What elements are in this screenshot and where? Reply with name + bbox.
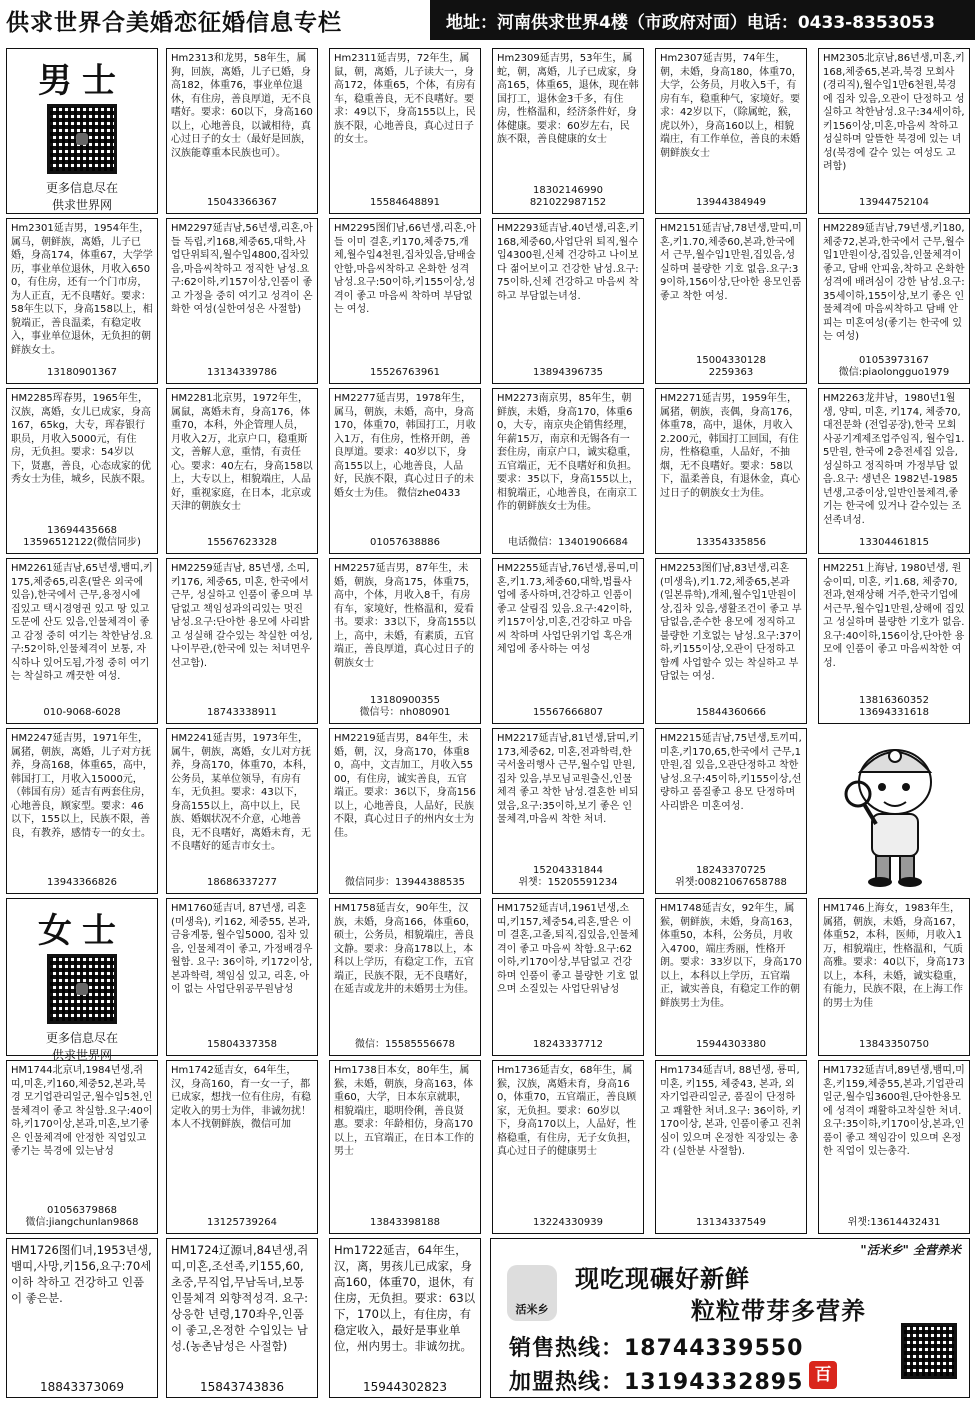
listing-phone: 13944752104 [859, 197, 929, 208]
listing-card [655, 728, 807, 894]
listing-card [655, 558, 807, 724]
listing-phone: 위챗:13614432431 [847, 1217, 941, 1228]
listing-text: HM1760延吉녀, 87년생, 리혼(미생육), 키162, 체중55, 본과, 금융계통, 월수입5000, 집차 있음, 인물체격이 좋고, 가정배경우월함. 요구: 36이하, 키172이상, 본과학력, 책임심 있고, 리혼, 아이 없는 사업단위공무원남성 [171, 903, 313, 995]
listing-card [492, 388, 644, 554]
listing-text: HM1724辽源녀,84년생,쥐띠,미혼,조선족,키155,60,초중,무직업,무남독녀,보통인물체격 외향적성격. 요구:상응한 년령,170좌우,인품이 좋고,온정한 수입있는 남성.(농촌남성은 사절함) [171, 1243, 309, 1353]
listing-card [655, 218, 807, 384]
ad-franchise-hotline: 加盟热线：13194332895 [509, 1370, 804, 1395]
listing-phone: 13694435668 [47, 525, 117, 536]
listing-text: HM2295图们남,66년생,리혼,아들 이미 결혼,키170,체중75,개체,월수입4천원,집차있음,담배술 안함,마음씨착하고 온화한 성격남성.요구:50이하,키155이상,성격이 좋고 마음씨 착하며 부담없는 여성. [334, 223, 476, 315]
listing-card [166, 1238, 318, 1398]
listing-text: HM2251上海남, 1980년생, 원숭이띠, 미혼, 키1.68, 체중70,전과,현재상해 거주,한국기업에서근무,월수입1만원,상해에 집있고 성실하며 불량한 기호가 없음.요구:40이하,156이상,단아한 용모에 인품이 좋고 마음씨착한 여성. [823, 563, 965, 669]
listing-phone: 18843373069 [40, 1380, 124, 1394]
listing-text: Hm2309延吉男，53年生，属蛇，朝，离婚，儿子已成家，身高165，体重65，退休，现在韩国打工，退休金3千多，有住房，性格温和，经济条件好，身体健康。要求：60岁左右，民族不限，善良健康的女士 [497, 53, 639, 145]
listing-text: HM2151延吉남,78년생,말띠,미혼,키1.70,체중60,본과,한국에서 근무,월수입1만원,집있음,성실하며 불량한 기호 없음.요구:39이하,156이상,단아한 용모인품 좋고 착한 여성. [660, 223, 802, 302]
listing-phone: 01053973167 [859, 355, 929, 366]
listing-text: HM1748延吉女，92年生，属猴，朝鲜族，未婚，身高163，体重50，本科，公务员，月收入4700，端庄秀丽，性格开朗。要求：33岁以下，身高170以上，本科以上学历，五官端正，诚实善良，有稳定工作的朝鲜族男士为佳。 [660, 903, 802, 1009]
listing-card [818, 48, 970, 214]
listing-card [6, 388, 158, 554]
listing-text: HM2297延吉남,56년생,리혼,아들 독립,키168,체중65,대학,사업단위퇴직,월수입4800,집차있음,마음씨착하고 정직한 남성.요구:62이하,키157이상,인품이 좋고 가정을 중히 여기고 성격이 온화한 여성(실한여성은 사절함) [171, 223, 313, 315]
ad-slogan: "活米乡" 全营养米 [860, 1243, 961, 1257]
more-info-text: 更多信息尽在 供求世界网 [45, 1031, 118, 1062]
listing-phone: 15843743836 [200, 1380, 284, 1394]
listing-text: HM2263龙井남，1980년1월생, 양띠, 미혼, 키174, 체중70, 대전문화 (전업공장),한국 모회사공기계제조업주임직, 월수입1.5만원, 한국에 2층전세집 있음, 성실하고 정직하며 가정부담 없음.요구: 생년은 1982년-1985년생,고중이상,일반인물체격,좋기는 한국에 있거나 갈수있는 조선족녀성. [823, 393, 965, 526]
listing-text: HM2241延吉男，1973年生，属牛，朝族，离婚，女儿对方抚养，身高170，体重70，本科，公务员，某单位领导，有房有车，无负担。要求：43以下，身高155以上，高中以上，民族、婚姻状况不介意，心地善良，无不良嗜好，离婚未育，无不良嗜好的延吉市女士。 [171, 733, 313, 852]
listing-text: Hm1738日本女，80年生，属猴，未婚，朝族，身高163，体重60，大学，日本东京就职，相貌端庄，聪明伶俐，善良贤惠。要求：年龄相仿，身高170以上，五官端正，在日本工作的男士 [334, 1065, 474, 1157]
listing-card [492, 218, 644, 384]
listing-phone: 13354335856 [696, 537, 766, 548]
listing-phone: 18243370725 [696, 865, 766, 876]
listing-card [166, 1060, 318, 1234]
listing-phone: 01056379868 [47, 1205, 117, 1216]
listing-phone: 15944302823 [363, 1380, 447, 1394]
listing-card [6, 218, 158, 384]
listing-phone-secondary: 微信:jiangchunlan9868 [25, 1217, 139, 1228]
listing-phone: 13843398188 [370, 1217, 440, 1228]
listing-card [166, 558, 318, 724]
listing-card [329, 728, 481, 894]
listing-text: HM2255延吉남,76년생,룡띠,미혼,키1.73,체중60,대학,법률사업에 종사하며,건강하고 인품이 좋고 살림집 있음.요구:42이하, 키157이상,미혼,건강하고 마음씨 착하며 사업단위기업 혹은개체업에 종사하는 여성 [497, 563, 639, 655]
listing-card [329, 218, 481, 384]
listing-text: Hm2311延吉男，72年生，属鼠，朝，离婚，儿子读大一，身高172，体重65，个体，有房有车，稳重善良，无不良嗜好。要求：49以下，身高155以上，民族不限，心地善良，真心过日子的女士。 [334, 53, 476, 145]
listing-card [492, 1060, 644, 1234]
listing-text: Hm1734延吉녀, 88년생, 룡띠, 미혼, 키155, 체중43, 본과, 외자기업관리일군, 품질이 단정하고 쾌활한 처녀.요구: 36이하, 키170이상, 본과, 인품이좋고 진취심이 있으며 온정한 직장있는 총각 (실한분 사절함). [660, 1065, 802, 1157]
listing-phone: 13816360352 [859, 695, 929, 706]
listing-phone: 13125739264 [207, 1217, 277, 1228]
female-section-label: 女士 [38, 911, 126, 951]
listing-phone: 13944384949 [696, 197, 766, 208]
listing-card [329, 1238, 481, 1398]
listing-phone: 13134337549 [696, 1217, 766, 1228]
listing-card [492, 558, 644, 724]
listing-phone: 微信：15585556678 [355, 1039, 455, 1050]
listing-card [6, 728, 158, 894]
listing-card [166, 48, 318, 214]
listing-phone: 15584648891 [370, 197, 440, 208]
qr-code-icon [901, 1323, 957, 1379]
listing-phone: 01057638886 [370, 537, 440, 548]
listing-phone: 18243337712 [533, 1039, 603, 1050]
listing-phone-secondary: 13694331618 [859, 707, 929, 718]
ad-line2: 粒粒带芽多营养 [691, 1297, 866, 1325]
listing-phone: 13304461815 [859, 537, 929, 548]
listing-text: HM2253图们남,83년생,리혼(미생육),키1.72,체중65,본과(일본류학),개체,월수입1만원이상,집차 있음,생활조건이 좋고 부담없음,준수한 용모에 정직하고 불량한 기호없는 남성.요구:37이하,키155이상,오관이 단정하고 함께 사업할수 있는 착실하고 부담없는 여성. [660, 563, 802, 682]
listing-card [329, 48, 481, 214]
listing-text: Hm2301延吉男，1954年生，属马，朝鲜族，离婚，儿子已婚，身高174，体重67，大学学历，事业单位退休，月收入6500，有住房，还有一个门市房，为人正直，无不良嗜好。要求：58年生以下，身高158以上，相貌端正，善良温柔，有稳定收入，事业单位退休，无负担的朝鲜族女士。 [11, 223, 153, 356]
female-section-box [6, 898, 158, 1062]
listing-card [818, 558, 970, 724]
listing-phone: 电话微信：13401906684 [508, 537, 628, 548]
listing-card [166, 388, 318, 554]
listing-phone: 15804337358 [207, 1039, 277, 1050]
more-info-text: 更多信息尽在 供求世界网 [45, 181, 118, 212]
listing-text: HM2281北京男，1972年生，属鼠，离婚未育，身高176，体重70，本科，外企管理人员，月收入2万，北京户口，稳重斯文，善解人意，重情，有责任心。要求：40左右，身高158以上，大专以上，相貌端庄，人品好，重视家庭，在日本，北京或天津的朝族女士 [171, 393, 313, 512]
listing-card [818, 1060, 970, 1234]
listing-text: HM1744北京녀,1984년생,쥐띠,미혼,키160,체중52,본과,북경 모기업관리일군,월수입5천,인물체격이 좋고 착실함.요구:40이하,키170이상,본과,미혼,보기좋은 인물체격에 안정한 직업있고 좋기는 북경에 있는남성 [11, 1065, 153, 1157]
listing-card [655, 898, 807, 1056]
listing-card [492, 898, 644, 1056]
listing-text: HM2217延吉남,81년생,닭띠,키173,체중62, 미혼,전과학력,한국서울러행사 근무,월수입 만원,집차 있음,부모님교원출신,인물체격 좋고 착한 남성.결혼한 비되였음,요구:35이하,보기 좋은 인물체격,마음씨 착한 처녀. [497, 733, 639, 825]
listing-text: HM2285珲春男，1965年生，汉族，离婚，女儿已成家，身高167，65kg，大专，珲春银行职员，月收入5000元，有住房，无负担。要求：54岁以下，贤惠，善良，心态成家的优秀女士为佳，城乡，民族不限。 [11, 393, 151, 485]
listing-phone: 13134339786 [207, 367, 277, 378]
listing-text: HM2289延吉남,79년생,키180,체중72,본과,한국에서 근무,월수입1만원이상,집있음,인물체격이 좋고, 담배 안피움,착하고 온화한 성격에 배려심이 강한 남성.요구:35세이하,155이상,보기 좋은 인물체격에 마음씨착하고 담배 안피는 미혼여성(좋기는 한국에 있는 여성) [823, 223, 965, 342]
listing-card [329, 558, 481, 724]
listing-text: HM2293延吉남.40년생,리혼,키168,체중60,사업단위 퇴직,월수입4300원,신체 건강하고 나이보다 젊어보이고 건강한 남성.요구:75이하,신체 건강하고 마음씨 착하고 부담없는녀성. [497, 223, 639, 302]
listing-phone: 13843350750 [859, 1039, 929, 1050]
listing-phone: 微信同步：13944388535 [345, 877, 465, 888]
listing-card [166, 898, 318, 1056]
listing-card [492, 48, 644, 214]
listing-phone-secondary: 821022987152 [529, 197, 607, 208]
listing-card [166, 218, 318, 384]
listing-phone: 13894396735 [533, 367, 603, 378]
listing-card [329, 388, 481, 554]
qr-code-icon [47, 104, 117, 174]
listing-text: HM2277延吉男，1978年生，属马，朝族，未婚，高中，身高170，体重70，韩国打工，月收入1万，有住房，性格开朗，善良厚道。要求：40岁以下，身高155以上，心地善良，人品好，民族不限，真心过日子的未婚女士为佳。 微信zhe0433 [334, 393, 476, 499]
listing-phone: 18302146990 [533, 185, 603, 196]
listing-phone: 15567623328 [207, 537, 277, 548]
listing-text: Hm1722延吉，64年生，汉，离，男孩儿已成家，身高160，体重70，退休，有住房，无负担。要求：63以下，170以上，有住房，有稳定收入，最好是事业单位，州内男士。非诚勿扰。 [334, 1243, 476, 1353]
listing-text: Hm2313和龙男，58年生，属狗，回族，离婚，儿子已婚，身高182，体重76，事业单位退休，有住房，善良厚道，无不良嗜好。要求：60以下，身高160以上，心地善良，以诚相待，真心过日子的女士（最好是回族，汉族能尊重本民族也可）。 [171, 53, 313, 159]
listing-phone: 15043366367 [207, 197, 277, 208]
listing-card [329, 1060, 481, 1234]
listing-text: HM2271延吉男，1959年生，属猪，朝族，丧偶，身高176，体重78，高中，退休，月收入2.200元，韩国打工回国，有住房，性格稳重，人品好，不抽烟，无不良嗜好。要求：58以下，温柔善良，有退休金，真心过日子的朝族女士为佳。 [660, 393, 800, 499]
qr-code-icon [47, 954, 117, 1024]
listing-text: HM2219延吉男，84年生，未婚，朝，汉，身高170，体重80，高中，文吉加工，月收入5500，有住房，诚实善良，五官端正。要求：36以下，身高156以上，心地善良，人品好，民族不限，真心过日子的州内女士为佳。 [334, 733, 476, 839]
baidu-badge-icon: 百 [809, 1361, 837, 1389]
listing-phone: 13943366826 [47, 877, 117, 888]
listing-text: HM1726图们녀,1953년생,뱀띠,사망,키156,요구:70세이하 착하고 건강하고 인품이 좋은분. [11, 1243, 152, 1305]
listing-phone: 15844360666 [696, 707, 766, 718]
page-header [0, 0, 975, 40]
listing-card [329, 898, 481, 1056]
listing-card [655, 1060, 807, 1234]
listing-phone-secondary: 2259363 [708, 367, 754, 378]
listing-text: HM2273南京男，85年生，朝鲜族，未婚，身高170，体重60，大专，南京央企销售经理，年薪15万，南京和无锡各有一套住房，南京户口，诚实稳重，五官端正，无不良嗜好和负担。要求：35以下，身高155以上，相貌端正，心地善良，在南京工作的朝鲜族女士为佳。 [497, 393, 639, 512]
mascot-illustration [820, 732, 970, 890]
listing-text: HM1746上海女，1983年生，属猪，朝族，未婚，身高167，体重52，本科，医师，月收入1万，相貌端庄，性格温和，气质高雅。要求：40以下，身高173以上，本科，未婚，诚实稳重，有能力，民族不限，在上海工作的男士为佳 [823, 903, 965, 1009]
male-section-box [6, 48, 158, 214]
listing-text: HM2305北京남,86년생,미혼,키168,체중65,본과,북경 모회사(경리직),월수입1만6천원,북경에 집차 있음,오관이 단정하고 성실하고 착한남성.요구:34세이하,키156이상,미혼,마음씨 착하고 성실하며 알뜰한 북경에 있는 녀성(북경에 갈수 있는 여성도 고려함) [823, 53, 965, 172]
listing-card [492, 728, 644, 894]
listing-text: HM2247延吉男，1971年生，属猪，朝族，离婚，儿子对方抚养，身高168，体重65，高中，韩国打工，月收入15000元，（韩国有房）延吉有两套住房，心地善良，顾家型。要求：46以下，155以上，民族不限，善良，有教养，感情专一的女士。 [11, 733, 153, 839]
listing-text: HM1758延吉女，90年生，汉族，未婚，身高166，体重60，硕士，公务员，相貌端庄，善良文静。要求：身高178以上，本科以上学历，有稳定工作，五官端正，民族不限，无不良嗜好，在延吉或龙井的未婚男士为佳。 [334, 903, 476, 995]
listing-phone-secondary: 위챗:00821067658788 [675, 877, 787, 888]
listing-phone: 13180900355 [370, 695, 440, 706]
listing-card [655, 48, 807, 214]
listing-text: HM1752延吉녀,1961년생,소띠,키157,체중54,리혼,딸은 이미 결혼,고졸,퇴직,집있음,인물체격이 좋고 마음씨 착함.요구:62이하,키170이상,부담없고 건강하며 인품이 좋고 불량한 기호 없으며 소질있는 사업단위남성 [497, 903, 639, 995]
listing-text: HM2261延吉남,65년생,뱀띠,키175,체중65,리혼(딸은 외국에 있음),한국에서 근무,용정시에 집있고 택시경영권 있고 땅 있고 도문에 산도 있음,인물체격이 좋고 감정 중히 여기는 착한남성.요구:52이하,인물체격이 보통, 자식하나 있어도됨,가정 중히 여기는 착실하고 깨끗한 여성. [11, 563, 153, 682]
listing-phone-secondary: 微信号：nh080901 [359, 707, 451, 718]
address-bar: 地址：河南供求世界4楼（市政府对面）电话：0433-8353053 [430, 0, 975, 40]
listing-text: HM1732延吉녀,89년생,뱀띠,미혼,키159,체중55,본과,기업관리일군,월수입3600원,단아한용모에 성격이 쾌활하고착실한 처녀.요구:35이하,키170이상,본과,인품이 좋고 책임감이 있으며 온정한 직업이 있는총각. [823, 1065, 965, 1157]
listing-text: Hm2307延吉男，74年生，朝，未婚，身高180，体重70，大学，公务员，月收入5千，有房有车，稳重种气，家境好。要求：42岁以下，（除属蛇，猴，虎以外），身高160以上，相貌端庄，有工作单位，善良的未婚朝鲜族女士 [660, 53, 802, 159]
listing-card [818, 388, 970, 554]
listing-phone: 15004330128 [696, 355, 766, 366]
ad-line1: 现吃现碾好新鲜 [575, 1265, 750, 1293]
listing-card [818, 218, 970, 384]
rice-advertisement [490, 1238, 970, 1398]
ad-sales-hotline: 销售热线：18744339550 [509, 1336, 804, 1361]
listing-phone: 15204331844 [533, 865, 603, 876]
listing-phone: 15567666807 [533, 707, 603, 718]
listing-phone-secondary: 13596512122(微信同步) [23, 537, 141, 548]
listing-wechat: 微信:piaolongguo1979 [838, 367, 950, 378]
listing-text: Hm1742延吉女，64年生，汉，身高160，育一女一子，都已成家，想找一位有住房，有稳定收入的男士为伴，非诚勿扰！本人不找朝鲜族，微信可加 [171, 1065, 311, 1130]
listing-phone: 15526763961 [370, 367, 440, 378]
ad-logo: 活米乡 [507, 1265, 557, 1321]
listing-text: HM2259延吉남, 85년생, 소띠, 키176, 체중65, 미혼, 한국에서 근무, 성실하고 인품이 좋으며 부담없고 책임성과의리있는 멋진 남성.요구:단아한 용모에 사리밝고 성실해 갈수있는 착실한 여성,나이무관,(한국에 있는 처녀면우선고함). [171, 563, 313, 669]
listing-phone: 18743338911 [207, 707, 277, 718]
male-section-label: 男士 [38, 61, 126, 101]
listing-phone-secondary: 위챗：15205591234 [518, 877, 618, 888]
listing-text: HM2215延吉남,75년생,토끼띠,미혼,키170,65,한국에서 근무,1만원,집 있음,오관단정하고 착한 남성.요구:45이하,키155이상,선량하고 품질좋고 용모 단정하며 사리밝은 미혼여성. [660, 733, 802, 812]
listing-phone: 15944303380 [696, 1039, 766, 1050]
page-title: 供求世界合美婚恋征婚信息专栏 [0, 0, 430, 40]
listing-card [6, 1238, 158, 1398]
listing-text: Hm1736延吉女，68年生，属猴，汉族，离婚未育，身高160，体重70，五官端正，善良顾家，无负担。要求：60岁以下，身高170以上，人品好，性格稳重，有住房，无子女负担，真心过日子的健康男士 [497, 1065, 637, 1157]
listing-card [6, 558, 158, 724]
listing-card [655, 388, 807, 554]
listing-card [166, 728, 318, 894]
listing-phone: 13224330939 [533, 1217, 603, 1228]
listing-card [818, 898, 970, 1056]
listing-phone: 010-9068-6028 [43, 707, 121, 718]
listing-card [6, 1060, 158, 1234]
listing-phone: 18686337277 [207, 877, 277, 888]
listing-phone: 13180901367 [47, 367, 117, 378]
listing-text: HM2257延吉男，87年生，未婚，朝族，身高175，体重75，高中，个体，月收入8千，有房有车，家境好，性格温和，爱看书。要求：33以下，身高155以上，高中，未婚，有素质，五官端正，善良厚道，真心过日子的朝族女士 [334, 563, 476, 669]
